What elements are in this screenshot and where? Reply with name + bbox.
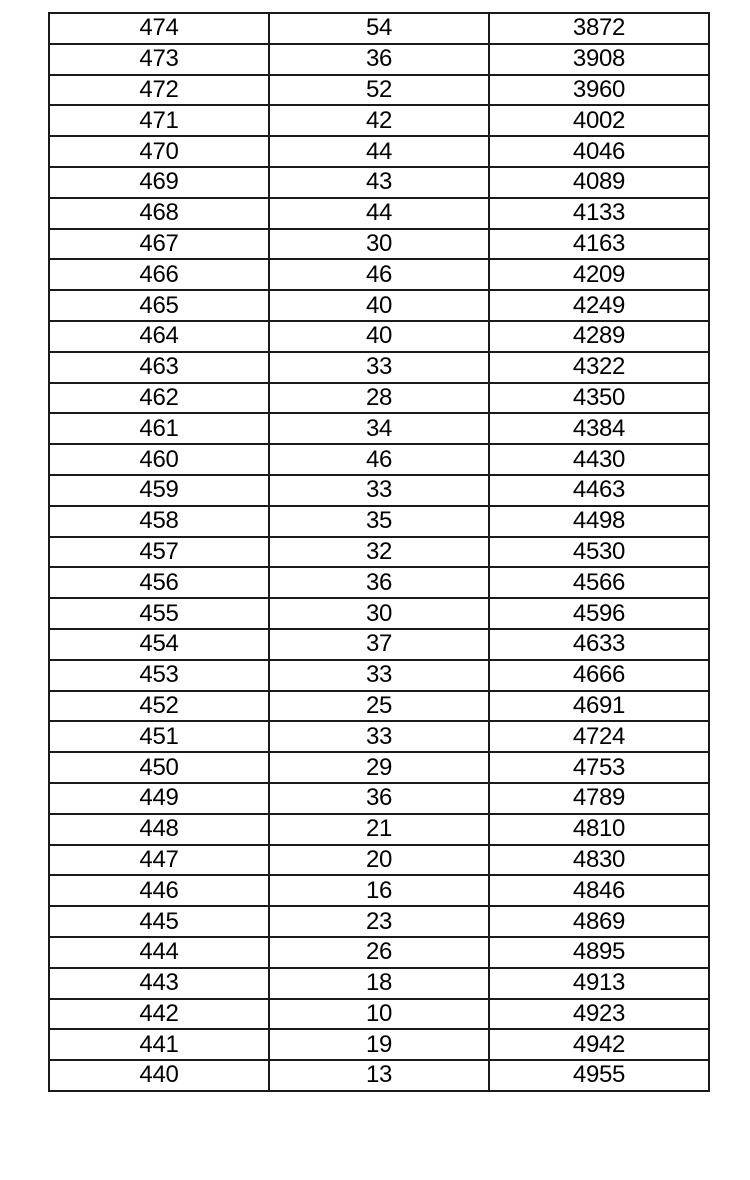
- table-row: [49, 321, 709, 352]
- cumulative-cell: 4633: [489, 629, 709, 660]
- table-row: [49, 752, 709, 783]
- cumulative-cell: 4530: [489, 537, 709, 568]
- cumulative-cell: 4830: [489, 845, 709, 876]
- score-cell: 457: [49, 537, 269, 568]
- cumulative-cell: 4753: [489, 752, 709, 783]
- score-cell: 443: [49, 968, 269, 999]
- count-cell: 36: [269, 44, 489, 75]
- cumulative-cell: 4384: [489, 413, 709, 444]
- count-cell: 37: [269, 629, 489, 660]
- score-cell: 445: [49, 906, 269, 937]
- table-row: [49, 598, 709, 629]
- table-row: [49, 475, 709, 506]
- count-cell: 20: [269, 845, 489, 876]
- count-cell: 52: [269, 75, 489, 106]
- count-cell: 36: [269, 567, 489, 598]
- cumulative-cell: 4895: [489, 937, 709, 968]
- count-cell: 29: [269, 752, 489, 783]
- count-cell: 21: [269, 814, 489, 845]
- count-cell: 23: [269, 906, 489, 937]
- table-row: [49, 1029, 709, 1060]
- cumulative-cell: 4430: [489, 444, 709, 475]
- table-row: [49, 198, 709, 229]
- cumulative-cell: 4596: [489, 598, 709, 629]
- cumulative-cell: 4566: [489, 567, 709, 598]
- cumulative-cell: 4209: [489, 259, 709, 290]
- cumulative-cell: 4350: [489, 383, 709, 414]
- table-row: [49, 875, 709, 906]
- table-row: [49, 845, 709, 876]
- table-row: [49, 413, 709, 444]
- table-row: [49, 537, 709, 568]
- score-cell: 455: [49, 598, 269, 629]
- table-row: [49, 229, 709, 260]
- table-row: [49, 814, 709, 845]
- cumulative-cell: 4955: [489, 1060, 709, 1091]
- table-row: [49, 383, 709, 414]
- count-cell: 43: [269, 167, 489, 198]
- cumulative-cell: 4249: [489, 290, 709, 321]
- table-row: [49, 783, 709, 814]
- count-cell: 30: [269, 229, 489, 260]
- score-distribution-table: [48, 12, 710, 1092]
- score-cell: 464: [49, 321, 269, 352]
- score-cell: 463: [49, 352, 269, 383]
- cumulative-cell: 4133: [489, 198, 709, 229]
- count-cell: 19: [269, 1029, 489, 1060]
- cumulative-cell: 4002: [489, 105, 709, 136]
- score-cell: 462: [49, 383, 269, 414]
- count-cell: 28: [269, 383, 489, 414]
- cumulative-cell: 4869: [489, 906, 709, 937]
- score-cell: 449: [49, 783, 269, 814]
- score-cell: 473: [49, 44, 269, 75]
- score-cell: 467: [49, 229, 269, 260]
- table-row: [49, 999, 709, 1030]
- count-cell: 46: [269, 259, 489, 290]
- score-cell: 440: [49, 1060, 269, 1091]
- cumulative-cell: 4163: [489, 229, 709, 260]
- cumulative-cell: 4666: [489, 660, 709, 691]
- score-cell: 456: [49, 567, 269, 598]
- count-cell: 33: [269, 721, 489, 752]
- cumulative-cell: 4498: [489, 506, 709, 537]
- table-row: [49, 660, 709, 691]
- count-cell: 10: [269, 999, 489, 1030]
- score-cell: 454: [49, 629, 269, 660]
- score-cell: 442: [49, 999, 269, 1030]
- cumulative-cell: 4913: [489, 968, 709, 999]
- cumulative-cell: 4691: [489, 691, 709, 722]
- cumulative-cell: 4046: [489, 136, 709, 167]
- count-cell: 40: [269, 290, 489, 321]
- count-cell: 42: [269, 105, 489, 136]
- score-cell: 458: [49, 506, 269, 537]
- count-cell: 40: [269, 321, 489, 352]
- score-cell: 459: [49, 475, 269, 506]
- count-cell: 32: [269, 537, 489, 568]
- cumulative-cell: 4810: [489, 814, 709, 845]
- score-cell: 451: [49, 721, 269, 752]
- score-cell: 444: [49, 937, 269, 968]
- table-row: [49, 937, 709, 968]
- count-cell: 25: [269, 691, 489, 722]
- cumulative-cell: 3872: [489, 13, 709, 44]
- cumulative-cell: 4923: [489, 999, 709, 1030]
- cumulative-cell: 3960: [489, 75, 709, 106]
- cumulative-cell: 4724: [489, 721, 709, 752]
- score-cell: 446: [49, 875, 269, 906]
- count-cell: 54: [269, 13, 489, 44]
- count-cell: 44: [269, 136, 489, 167]
- count-cell: 13: [269, 1060, 489, 1091]
- score-cell: 465: [49, 290, 269, 321]
- cumulative-cell: 3908: [489, 44, 709, 75]
- score-cell: 448: [49, 814, 269, 845]
- table-row: [49, 691, 709, 722]
- count-cell: 34: [269, 413, 489, 444]
- score-cell: 468: [49, 198, 269, 229]
- table-row: [49, 506, 709, 537]
- cumulative-cell: 4846: [489, 875, 709, 906]
- cumulative-cell: 4463: [489, 475, 709, 506]
- count-cell: 46: [269, 444, 489, 475]
- table-row: [49, 13, 709, 44]
- table-row: [49, 444, 709, 475]
- score-cell: 466: [49, 259, 269, 290]
- count-cell: 18: [269, 968, 489, 999]
- table-row: [49, 567, 709, 598]
- cumulative-cell: 4289: [489, 321, 709, 352]
- count-cell: 16: [269, 875, 489, 906]
- score-cell: 453: [49, 660, 269, 691]
- table-row: [49, 105, 709, 136]
- count-cell: 33: [269, 475, 489, 506]
- table-row: [49, 44, 709, 75]
- score-cell: 461: [49, 413, 269, 444]
- score-cell: 474: [49, 13, 269, 44]
- table-row: [49, 259, 709, 290]
- count-cell: 33: [269, 352, 489, 383]
- table-row: [49, 629, 709, 660]
- table-row: [49, 352, 709, 383]
- table-row: [49, 968, 709, 999]
- score-cell: 450: [49, 752, 269, 783]
- cumulative-cell: 4942: [489, 1029, 709, 1060]
- table-row: [49, 75, 709, 106]
- count-cell: 36: [269, 783, 489, 814]
- table-row: [49, 1060, 709, 1091]
- score-cell: 441: [49, 1029, 269, 1060]
- cumulative-cell: 4789: [489, 783, 709, 814]
- score-cell: 472: [49, 75, 269, 106]
- score-cell: 470: [49, 136, 269, 167]
- table-row: [49, 136, 709, 167]
- table-row: [49, 721, 709, 752]
- count-cell: 35: [269, 506, 489, 537]
- score-cell: 471: [49, 105, 269, 136]
- score-cell: 469: [49, 167, 269, 198]
- cumulative-cell: 4089: [489, 167, 709, 198]
- cumulative-cell: 4322: [489, 352, 709, 383]
- table-body: [49, 13, 709, 1091]
- table-row: [49, 290, 709, 321]
- count-cell: 26: [269, 937, 489, 968]
- score-cell: 452: [49, 691, 269, 722]
- count-cell: 33: [269, 660, 489, 691]
- count-cell: 44: [269, 198, 489, 229]
- score-cell: 460: [49, 444, 269, 475]
- count-cell: 30: [269, 598, 489, 629]
- score-cell: 447: [49, 845, 269, 876]
- table-row: [49, 906, 709, 937]
- table-row: [49, 167, 709, 198]
